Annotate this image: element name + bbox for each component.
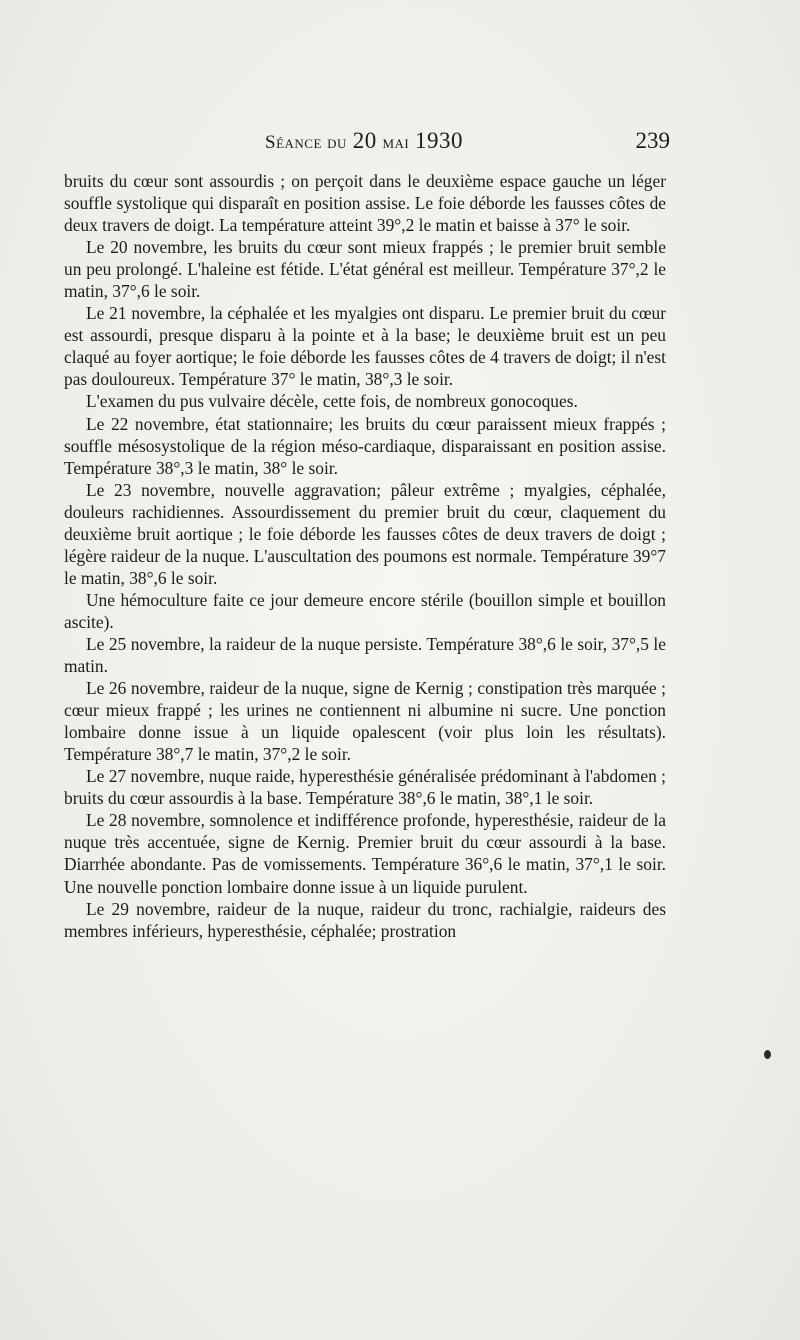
page-number: 239	[635, 128, 670, 153]
paragraph: Le 22 novembre, état stationnaire; les bruits du cœur paraissent mieux frappés ; souffle mésosystolique de la région méso-cardiaque, disparaissant en position assise. Température 38°,3 le matin, 38° le soir.	[64, 413, 666, 478]
paragraph: Le 29 novembre, raideur de la nuque, raideur du tronc, rachialgie, raideurs des membres inférieurs, hyperesthésie, céphalée; prostration	[64, 898, 666, 941]
paragraph: Le 20 novembre, les bruits du cœur sont mieux frappés ; le premier bruit semble un peu prolongé. L'haleine est fétide. L'état général est meilleur. Température 37°,2 le matin, 37°,6 le soir.	[64, 237, 666, 302]
header-month: mai	[382, 132, 410, 153]
paragraph: Une hémoculture faite ce jour demeure encore stérile (bouillon simple et bouillon ascite).	[64, 589, 666, 632]
paragraph: bruits du cœur sont assourdis ; on perçoit dans le deuxième espace gauche un léger souffle systolique qui disparaît en position assise. Le foie déborde les fausses côtes de deux travers de doigt. La température atteint 39°,2 le matin et baisse à 37° le soir.	[64, 171, 666, 236]
paragraph: Le 26 novembre, raideur de la nuque, signe de Kernig ; constipation très marquée ; cœur mieux frappé ; les urines ne contiennent ni albumine ni sucre. Une ponction lombaire donne issue à un liquide opalescent (voir plus loin les résultats). Température 38°,7 le matin, 37°,2 le soir.	[64, 678, 666, 765]
ink-speck	[764, 1050, 771, 1059]
body-text	[64, 170, 666, 942]
paragraph: L'examen du pus vulvaire décèle, cette fois, de nombreux gonocoques.	[86, 391, 578, 412]
header-seance: Séance du	[265, 132, 347, 153]
header-title	[64, 128, 664, 154]
paragraph: Le 23 novembre, nouvelle aggravation; pâleur extrême ; myalgies, céphalée, douleurs rachidiennes. Assourdissement du premier bruit du cœur, claquement du deuxième bruit aortique ; le foie déborde les fausses côtes de deux travers de doigt ; légère raideur de la nuque. L'auscultation des poumons est normale. Température 39°7 le matin, 38°,6 le soir.	[64, 479, 666, 588]
header-day: 20	[352, 128, 377, 153]
paragraph: Le 21 novembre, la céphalée et les myalgies ont disparu. Le premier bruit du cœur est assourdi, presque disparu à la pointe et à la base; le deuxième bruit est un peu claqué au foyer aortique; le foie déborde les fausses côtes de 4 travers de doigt; il n'est pas douloureux. Température 37° le matin, 38°,3 le soir.	[64, 303, 666, 390]
running-header	[64, 128, 670, 162]
header-year: 1930	[414, 128, 463, 153]
paragraph: Le 28 novembre, somnolence et indifférence profonde, hyperesthésie, raideur de la nuque très accentuée, signe de Kernig. Premier bruit du cœur assourdi à la base. Diarrhée abondante. Pas de vomissements. Température 36°,6 le matin, 37°,1 le soir. Une nouvelle ponction lombaire donne issue à un liquide purulent.	[64, 810, 666, 897]
paragraph: Le 27 novembre, nuque raide, hyperesthésie généralisée prédominant à l'abdomen ; bruits du cœur assourdis à la base. Température 38°,6 le matin, 38°,1 le soir.	[64, 766, 666, 809]
paragraph: Le 25 novembre, la raideur de la nuque persiste. Température 38°,6 le soir, 37°,5 le matin.	[64, 633, 666, 677]
